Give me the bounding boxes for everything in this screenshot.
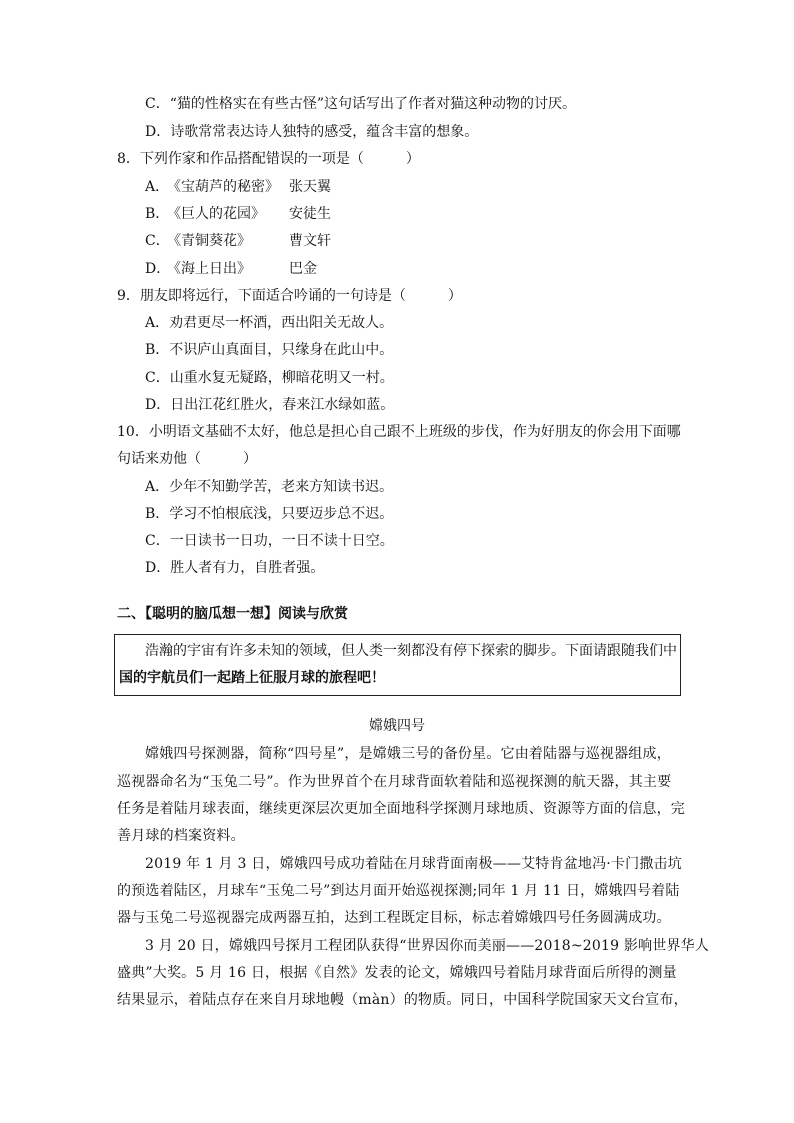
q8-option-c [145,231,331,251]
article-line: 器与玉兔二号巡视器完成两器互拍，达到工程既定目标，标志着嫦娥四号任务圆满成功。 [117,910,671,926]
q8-option-a [145,177,331,197]
q10-option-b: B．学习不怕根底浅，只要迈步总不迟。 [145,506,394,522]
section-heading: 二、【聪明的脑瓜想一想】阅读与欣赏 [117,606,348,622]
article-line: 盛典”大奖。5 月 16 日，根据《自然》发表的论文，嫦娥四号着陆月球背面后所得的测量 [117,965,677,981]
option-letter: B． [145,206,170,222]
intro-line-2: 国的宇航员们一起踏上征服月球的旅程吧！ [119,670,385,686]
option-work: 《青铜葵花》 [167,233,251,249]
q7-option-d: D．诗歌常常表达诗人独特的感受，蕴含丰富的想象。 [145,124,479,140]
q9-option-d: D．日出江花红胜火，春来江水绿如蓝。 [145,397,395,413]
option-work: 《宝葫芦的秘密》 [167,179,279,195]
q9-option-c: C．山重水复无疑路，柳暗花明又一村。 [145,370,394,386]
q10-option-c: C．一日读书一日功，一日不读十日空。 [145,533,394,549]
article-line: 任务是着陆月球表面，继续更深层次更加全面地科学探测月球地质、资源等方面的信息，完 [117,801,685,817]
option-letter: D． [145,261,171,277]
article-title: 嫦娥四号 [369,718,425,734]
article-line: 结果显示，着陆点存在来自月球地幔（màn）的物质。同日，中国科学院国家天文台宣布， [117,992,688,1008]
intro-box [114,634,681,696]
article-line: 嫦娥四号探测器，简称“四号星”，是嫦娥三号的备份星。它由着陆器与巡视器组成， [145,746,671,762]
option-letter: C． [145,233,170,249]
article-line: 的预选着陆区，月球车“玉兔二号”到达月面开始巡视探测;同年 1 月 11 日，嫦娥四号着陆 [117,883,680,899]
q10-option-d: D．胜人者有力，自胜者强。 [145,560,325,576]
question-9-stem: 9．朋友即将远行，下面适合吟诵的一句诗是（ ） [117,288,462,304]
option-author: 巴金 [289,261,317,277]
q9-option-a: A．劝君更尽一杯酒，西出阳关无故人。 [145,315,394,331]
q10-option-a: A．少年不知勤学苦，老来方知读书迟。 [145,479,394,495]
question-10-stem-line2: 句话来劝他（ ） [117,451,257,467]
q9-option-b: B．不识庐山真面目，只缘身在此山中。 [145,342,394,358]
q8-option-d [145,259,317,279]
article-line: 3 月 20 日，嫦娥四号探月工程团队获得“世界因你而美丽——2018~2019 影响世界华人 [145,938,710,954]
q7-option-c: C．“猫的性格实在有些古怪”这句话写出了作者对猫这种动物的讨厌。 [145,96,577,112]
option-work: 《巨人的花园》 [167,206,265,222]
option-author: 曹文轩 [289,233,331,249]
option-letter: A． [145,179,170,195]
option-work: 《海上日出》 [167,261,251,277]
option-author: 张天翼 [289,179,331,195]
article-line: 2019 年 1 月 3 日，嫦娥四号成功着陆在月球背面南极——艾特肯盆地冯·卡门撒击坑 [145,856,682,872]
article-line: 巡视器命名为“玉兔二号”。作为世界首个在月球背面软着陆和巡视探测的航天器，其主要 [117,774,672,790]
q8-option-b [145,204,331,224]
question-8-stem: 8．下列作家和作品搭配错误的一项是（ ） [117,151,420,167]
article-line: 善月球的档案资料。 [117,828,245,844]
question-10-stem-line1: 10．小明语文基础不太好，他总是担心自己跟不上班级的步伐，作为好朋友的你会用下面哪 [117,424,681,440]
intro-line-1: 浩瀚的宇宙有许多未知的领域，但人类一刻都没有停下探索的脚步。下面请跟随我们中 [145,643,677,659]
option-author: 安徒生 [289,206,331,222]
